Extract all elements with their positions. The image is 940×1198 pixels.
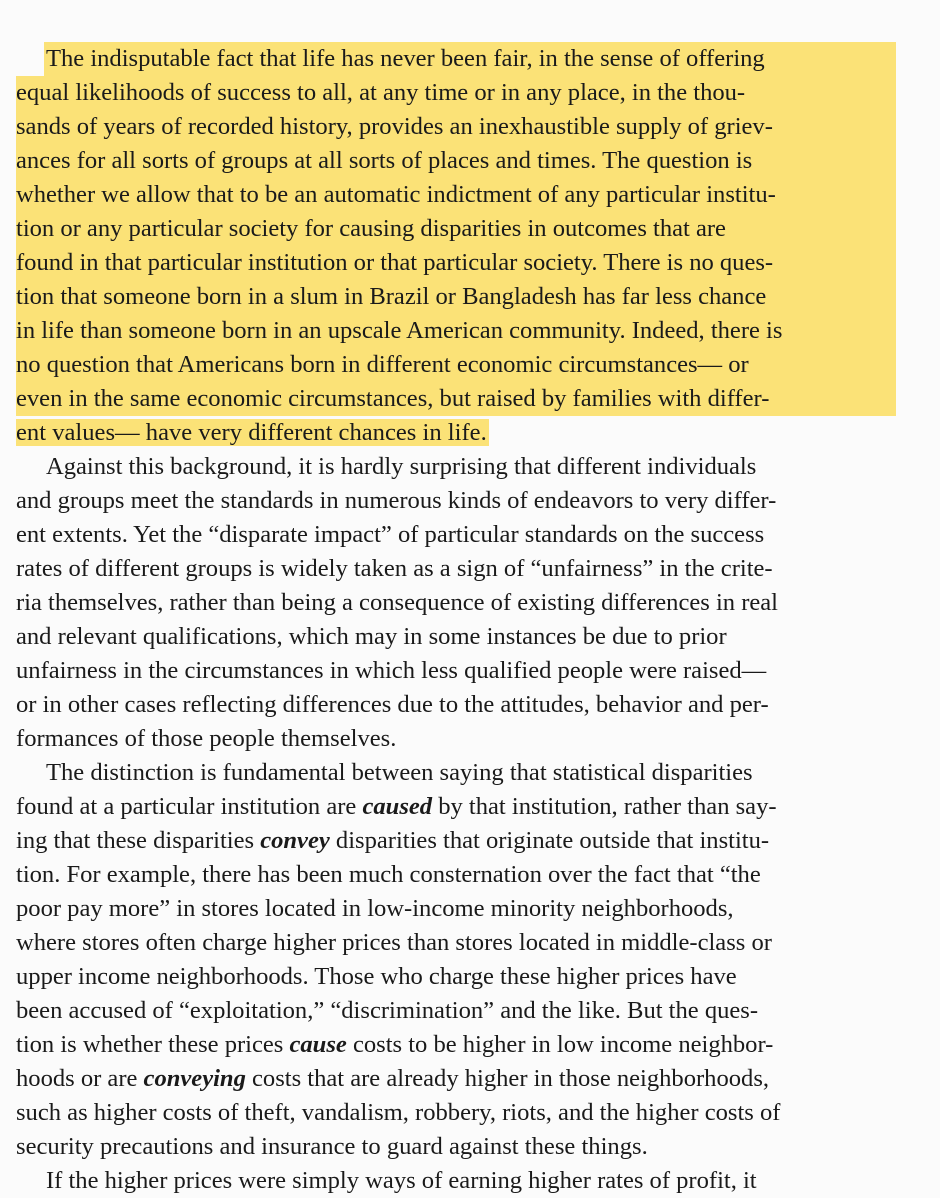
text-line: If the higher prices were simply ways of earning higher rates of profit, it — [46, 1167, 757, 1194]
emphasized-word: convey — [260, 827, 330, 854]
text-line: poor pay more” in stores located in low-income minority neighborhoods, — [16, 895, 734, 922]
text-line: formances of those people themselves. — [16, 725, 397, 752]
text-segment: found at a particular institution are — [16, 793, 363, 820]
text-segment: costs that are already higher in those neighborhoods, — [245, 1065, 770, 1092]
text-line: tion that someone born in a slum in Brazil or Bangladesh has far less chance — [16, 280, 896, 314]
text-line: found in that particular institution or that particular society. There is no ques- — [16, 246, 896, 280]
text-line — [16, 824, 896, 858]
text-line: rates of different groups is widely taken as a sign of “unfairness” in the crite- — [16, 555, 773, 582]
text-line: and groups meet the standards in numerous kinds of endeavors to very differ- — [16, 487, 777, 514]
text-line: sands of years of recorded history, provides an inexhaustible supply of griev- — [16, 110, 896, 144]
emphasized-word: cause — [289, 1031, 347, 1058]
text-line: in life than someone born in an upscale American community. Indeed, there is — [16, 314, 896, 348]
text-segment: ing that these disparities — [16, 827, 261, 854]
paragraph — [16, 756, 896, 1164]
text-line: or in other cases reflecting differences due to the attitudes, behavior and per- — [16, 691, 769, 718]
text-line: and relevant qualifications, which may in some instances be due to prior — [16, 623, 727, 650]
text-line: The indisputable fact that life has never been fair, in the sense of offering — [16, 42, 896, 76]
text-line: security precautions and insurance to guard against these things. — [16, 1133, 648, 1160]
emphasized-word: conveying — [143, 1065, 246, 1092]
text-line: upper income neighborhoods. Those who charge these higher prices have — [16, 963, 737, 990]
text-line — [16, 416, 896, 450]
paragraph — [16, 450, 896, 756]
text-line: The distinction is fundamental between saying that statistical disparities — [46, 759, 753, 786]
text-line: whether we allow that to be an automatic indictment of any particular institu- — [16, 178, 896, 212]
text-line: Against this background, it is hardly surprising that different individuals — [46, 453, 757, 480]
text-line: ances for all sorts of groups at all sorts of places and times. The question is — [16, 144, 896, 178]
text-line: no question that Americans born in different economic circumstances— or — [16, 348, 896, 382]
text-line — [16, 1028, 896, 1062]
text-line: even in the same economic circumstances, but raised by families with differ- — [16, 382, 896, 416]
text-line: ent extents. Yet the “disparate impact” of particular standards on the success — [16, 521, 765, 548]
text-segment: disparities that originate outside that institu- — [329, 827, 770, 854]
text-line: ria themselves, rather than being a consequence of existing differences in real — [16, 589, 779, 616]
text-line: tion or any particular society for causing disparities in outcomes that are — [16, 212, 896, 246]
text-line: where stores often charge higher prices than stores located in middle-class or — [16, 929, 772, 956]
text-line: unfairness in the circumstances in which less qualified people were raised— — [16, 657, 767, 684]
highlight-span: ent values— have very different chances in life. — [16, 419, 487, 446]
text-line: equal likelihoods of success to all, at any time or in any place, in the thou- — [16, 76, 896, 110]
text-line: tion. For example, there has been much consternation over the fact that “the — [16, 861, 761, 888]
text-segment: by that institution, rather than say- — [432, 793, 777, 820]
text-line — [16, 790, 896, 824]
paragraph — [16, 1164, 896, 1198]
highlighted-paragraph — [16, 42, 896, 450]
text-segment: costs to be higher in low income neighbor- — [346, 1031, 774, 1058]
document-page — [16, 42, 896, 1198]
text-segment: tion is whether these prices — [16, 1031, 290, 1058]
text-line: been accused of “exploitation,” “discrimination” and the like. But the ques- — [16, 997, 759, 1024]
emphasized-word: caused — [362, 793, 433, 820]
text-line — [16, 1062, 896, 1096]
text-line: such as higher costs of theft, vandalism, robbery, riots, and the higher costs of — [16, 1099, 781, 1126]
text-segment: hoods or are — [16, 1065, 144, 1092]
